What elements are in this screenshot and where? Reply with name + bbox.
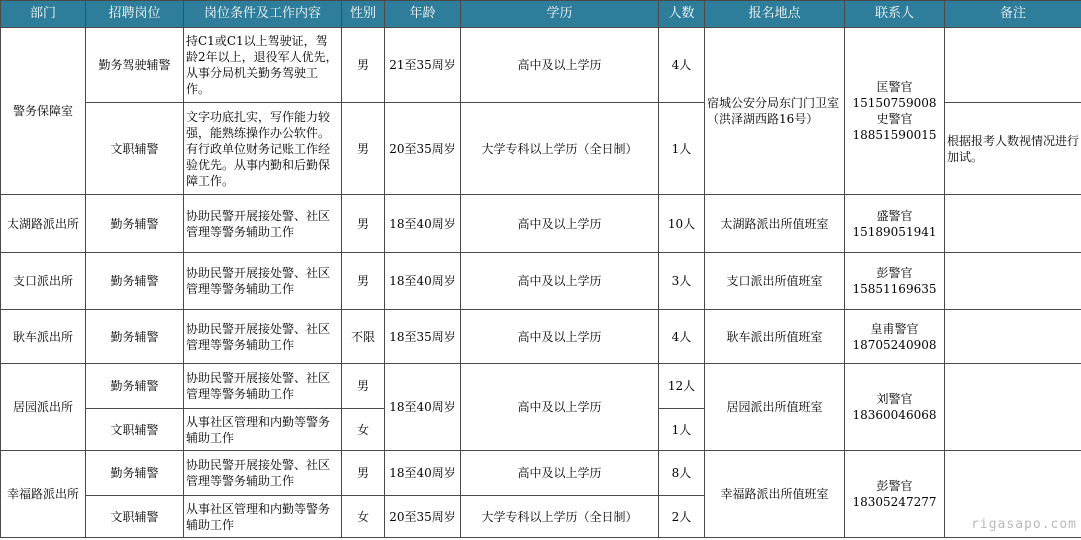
gender-cell: 男 [342, 364, 385, 409]
place-cell: 居园派出所值班室 [705, 364, 845, 451]
count-cell: 8人 [659, 451, 705, 496]
conditions-cell: 从事社区管理和内勤等警务辅助工作 [184, 496, 342, 538]
conditions-cell: 协助民警开展接处警、社区管理等警务辅助工作 [184, 364, 342, 409]
contact-phone: 15851169635 [852, 282, 937, 296]
education-cell: 大学专科以上学历（全日制） [461, 103, 659, 195]
contact-phone: 15150759008 [852, 96, 937, 110]
age-cell: 20至35周岁 [385, 496, 461, 538]
gender-cell: 男 [342, 103, 385, 195]
count-cell: 10人 [659, 195, 705, 253]
table-row [1, 451, 1081, 496]
place-cell: 幸福路派出所值班室 [705, 451, 845, 538]
table-row [1, 28, 1081, 103]
gender-cell: 男 [342, 195, 385, 253]
contact-cell [845, 451, 945, 538]
dept-cell: 警务保障室 [1, 28, 86, 195]
contact-phone: 18360046068 [852, 408, 937, 422]
header-remark: 备注 [945, 1, 1081, 28]
place-cell: 耿车派出所值班室 [705, 310, 845, 364]
header-gender: 性别 [342, 1, 385, 28]
remark-cell [945, 195, 1081, 253]
dept-cell: 幸福路派出所 [1, 451, 86, 538]
count-cell: 1人 [659, 409, 705, 451]
table-row [1, 253, 1081, 310]
table-row [1, 195, 1081, 253]
gender-cell: 女 [342, 409, 385, 451]
age-cell: 18至40周岁 [385, 195, 461, 253]
dept-cell: 耿车派出所 [1, 310, 86, 364]
conditions-cell: 协助民警开展接处警、社区管理等警务辅助工作 [184, 253, 342, 310]
dept-cell: 支口派出所 [1, 253, 86, 310]
education-cell: 高中及以上学历 [461, 310, 659, 364]
contact-phone: 18305247277 [852, 495, 937, 509]
education-cell: 高中及以上学历 [461, 195, 659, 253]
gender-cell: 不限 [342, 310, 385, 364]
education-cell: 高中及以上学历 [461, 364, 659, 451]
job-cell: 文职辅警 [86, 496, 184, 538]
contact-phone: 15189051941 [852, 224, 937, 239]
contact-cell [845, 364, 945, 451]
age-cell: 18至35周岁 [385, 310, 461, 364]
place-cell: 宿城公安分局东门门卫室（洪泽湖西路16号） [705, 28, 845, 195]
job-cell: 勤务辅警 [86, 451, 184, 496]
contact-name: 刘警官 [876, 392, 913, 406]
conditions-cell: 协助民警开展接处警、社区管理等警务辅助工作 [184, 195, 342, 253]
place-cell: 支口派出所值班室 [705, 253, 845, 310]
remark-cell [945, 253, 1081, 310]
header-conditions: 岗位条件及工作内容 [184, 1, 342, 28]
header-age: 年龄 [385, 1, 461, 28]
gender-cell: 女 [342, 496, 385, 538]
conditions-cell: 持C1或C1以上驾驶证，驾龄2年以上，退役军人优先，从事分局机关勤务驾驶工作。 [184, 28, 342, 103]
job-cell: 勤务辅警 [86, 195, 184, 253]
job-cell: 勤务驾驶辅警 [86, 28, 184, 103]
job-cell: 勤务辅警 [86, 253, 184, 310]
job-cell: 勤务辅警 [86, 310, 184, 364]
header-count: 人数 [659, 1, 705, 28]
gender-cell: 男 [342, 451, 385, 496]
conditions-cell: 从事社区管理和内勤等警务辅助工作 [184, 409, 342, 451]
contact-name: 史警官 [876, 112, 913, 126]
job-cell: 勤务辅警 [86, 364, 184, 409]
header-contact: 联系人 [845, 1, 945, 28]
count-cell: 12人 [659, 364, 705, 409]
count-cell: 3人 [659, 253, 705, 310]
contact-cell [845, 195, 945, 253]
remark-cell [945, 28, 1081, 103]
remark-cell [945, 310, 1081, 364]
conditions-cell: 协助民警开展接处警、社区管理等警务辅助工作 [184, 310, 342, 364]
contact-name: 彭警官 [876, 479, 913, 493]
count-cell: 1人 [659, 103, 705, 195]
count-cell: 4人 [659, 310, 705, 364]
place-cell: 太湖路派出所值班室 [705, 195, 845, 253]
contact-cell [845, 310, 945, 364]
conditions-cell: 协助民警开展接处警、社区管理等警务辅助工作 [184, 451, 342, 496]
header-dept: 部门 [1, 1, 86, 28]
gender-cell: 男 [342, 28, 385, 103]
education-cell: 高中及以上学历 [461, 451, 659, 496]
contact-name: 匡警官 [876, 80, 913, 94]
remark-cell: 根据报考人数视情况进行加试。 [945, 103, 1081, 195]
watermark-text: rigasapo.com [971, 517, 1077, 532]
contact-name: 彭警官 [876, 266, 913, 280]
count-cell: 4人 [659, 28, 705, 103]
education-cell: 高中及以上学历 [461, 253, 659, 310]
contact-cell [845, 253, 945, 310]
count-cell: 2人 [659, 496, 705, 538]
education-cell: 大学专科以上学历（全日制） [461, 496, 659, 538]
remark-cell [945, 364, 1081, 451]
table-row [1, 310, 1081, 364]
dept-cell: 居园派出所 [1, 364, 86, 451]
age-cell: 21至35周岁 [385, 28, 461, 103]
job-cell: 文职辅警 [86, 103, 184, 195]
age-cell: 18至40周岁 [385, 364, 461, 451]
conditions-cell: 文字功底扎实，写作能力较强，能熟练操作办公软件。有行政单位财务记账工作经验优先。从事内勤和后勤保障工作。 [184, 103, 342, 195]
header-place: 报名地点 [705, 1, 845, 28]
age-cell: 18至40周岁 [385, 253, 461, 310]
job-cell: 文职辅警 [86, 409, 184, 451]
contact-name: 皇甫警官 [870, 321, 919, 336]
gender-cell: 男 [342, 253, 385, 310]
header-education: 学历 [461, 1, 659, 28]
age-cell: 18至40周岁 [385, 451, 461, 496]
contact-phone: 18851590015 [852, 128, 937, 142]
contact-cell [845, 28, 945, 195]
table-row [1, 364, 1081, 409]
contact-name: 盛警官 [876, 208, 913, 223]
header-job: 招聘岗位 [86, 1, 184, 28]
dept-cell: 太湖路派出所 [1, 195, 86, 253]
header-row [1, 1, 1081, 28]
contact-phone: 18705240908 [852, 337, 937, 352]
education-cell: 高中及以上学历 [461, 28, 659, 103]
age-cell: 20至35周岁 [385, 103, 461, 195]
